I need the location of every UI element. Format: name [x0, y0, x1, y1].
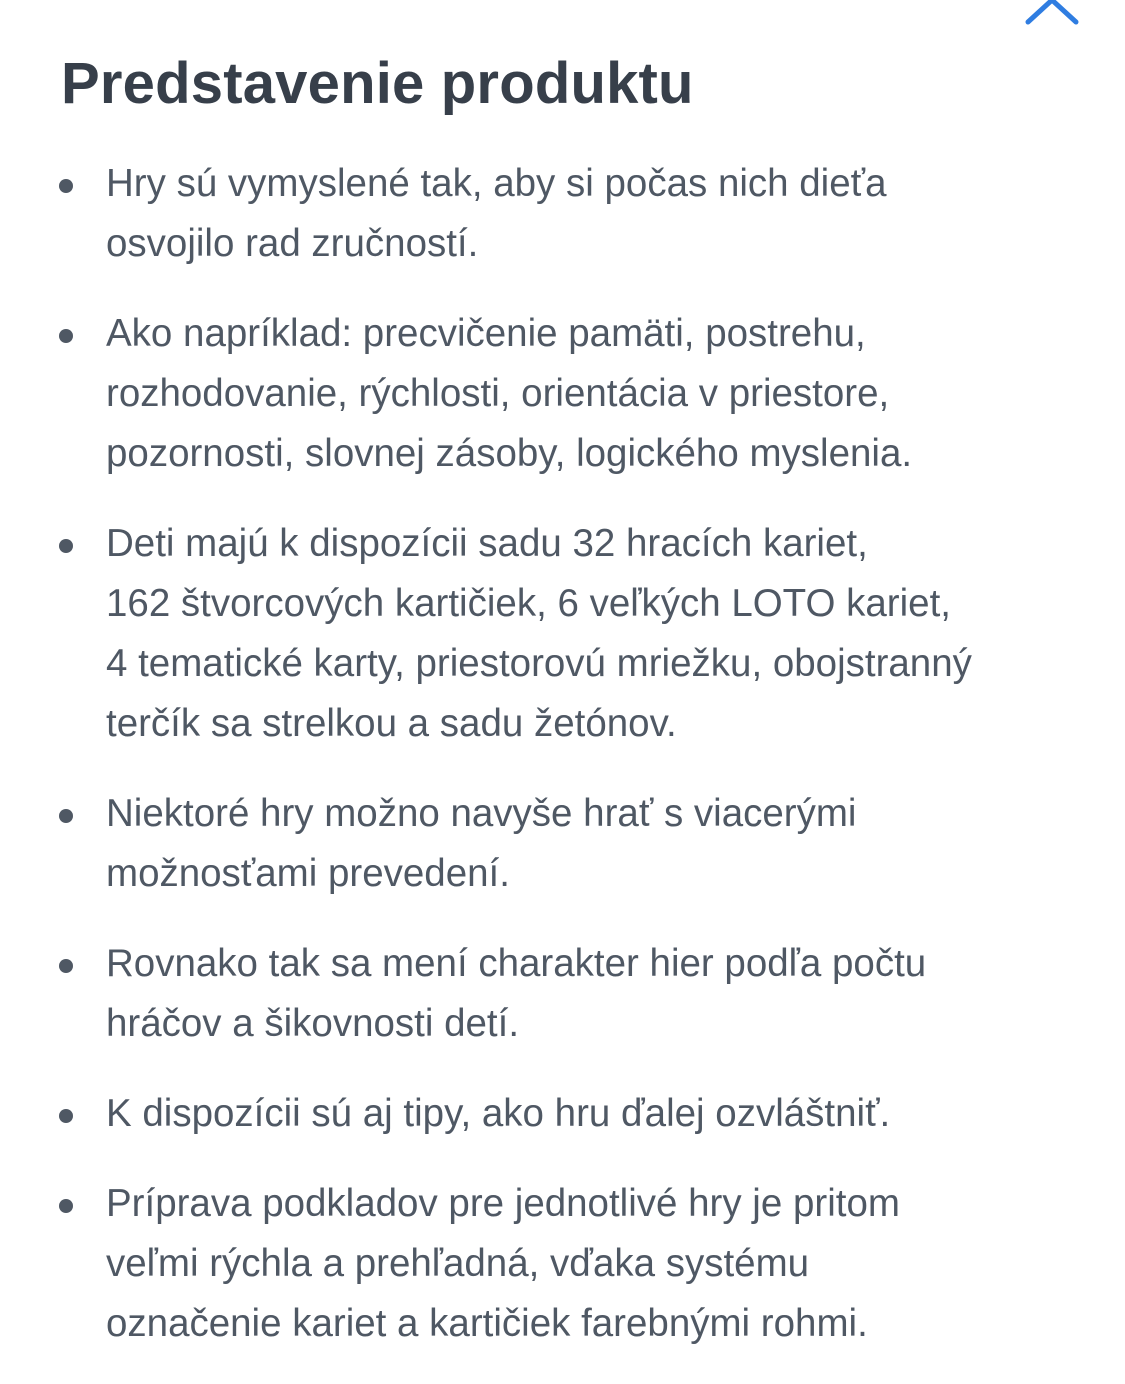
bullet-icon	[59, 179, 73, 193]
list-item-text: Príprava podkladov pre jednotlivé hry je pritom	[106, 1182, 900, 1225]
list-item	[0, 304, 1125, 484]
list-item-text: Hry sú vymyslené tak, aby si počas nich dieťa	[106, 162, 887, 205]
bullet-icon	[59, 809, 73, 823]
list-item-text: 162 štvorcových kartičiek, 6 veľkých LOTO kariet,	[106, 582, 951, 625]
list-item-text: terčík sa strelkou a sadu žetónov.	[106, 702, 677, 745]
list-item	[0, 784, 1125, 904]
list-item-text: hráčov a šikovnosti detí.	[106, 1002, 520, 1045]
list-item-text: možnosťami prevedení.	[106, 852, 510, 895]
list-item-text: osvojilo rad zručností.	[106, 222, 479, 265]
list-item-text: K dispozícii sú aj tipy, ako hru ďalej ozvláštniť.	[106, 1092, 891, 1135]
list-item	[0, 1084, 1125, 1144]
bullet-icon	[59, 1199, 73, 1213]
list-item-text: Ako napríklad: precvičenie pamäti, postrehu,	[106, 312, 866, 355]
bullet-icon	[59, 539, 73, 553]
bullet-icon	[59, 959, 73, 973]
chevron-up-icon	[1016, 0, 1088, 30]
list-item-text: Niektoré hry možno navyše hrať s viacerými	[106, 792, 857, 835]
collapse-button[interactable]	[1016, 0, 1088, 30]
list-item-text: 4 tematické karty, priestorovú mriežku, obojstranný	[106, 642, 972, 685]
feature-list	[0, 154, 1125, 1384]
list-item-text: Deti majú k dispozícii sadu 32 hracích kariet,	[106, 522, 868, 565]
list-item	[0, 514, 1125, 754]
list-item-text: Rovnako tak sa mení charakter hier podľa počtu	[106, 942, 927, 985]
list-item	[0, 154, 1125, 274]
bullet-icon	[59, 1109, 73, 1123]
bullet-icon	[59, 329, 73, 343]
list-item-text: pozornosti, slovnej zásoby, logického myslenia.	[106, 432, 913, 475]
list-item	[0, 934, 1125, 1054]
list-item-text: veľmi rýchla a prehľadná, vďaka systému	[106, 1242, 810, 1285]
list-item	[0, 1174, 1125, 1354]
list-item-text: rozhodovanie, rýchlosti, orientácia v priestore,	[106, 372, 890, 415]
list-item-text: označenie kariet a kartičiek farebnými rohmi.	[106, 1302, 868, 1345]
section-title: Predstavenie produktu	[61, 51, 694, 116]
